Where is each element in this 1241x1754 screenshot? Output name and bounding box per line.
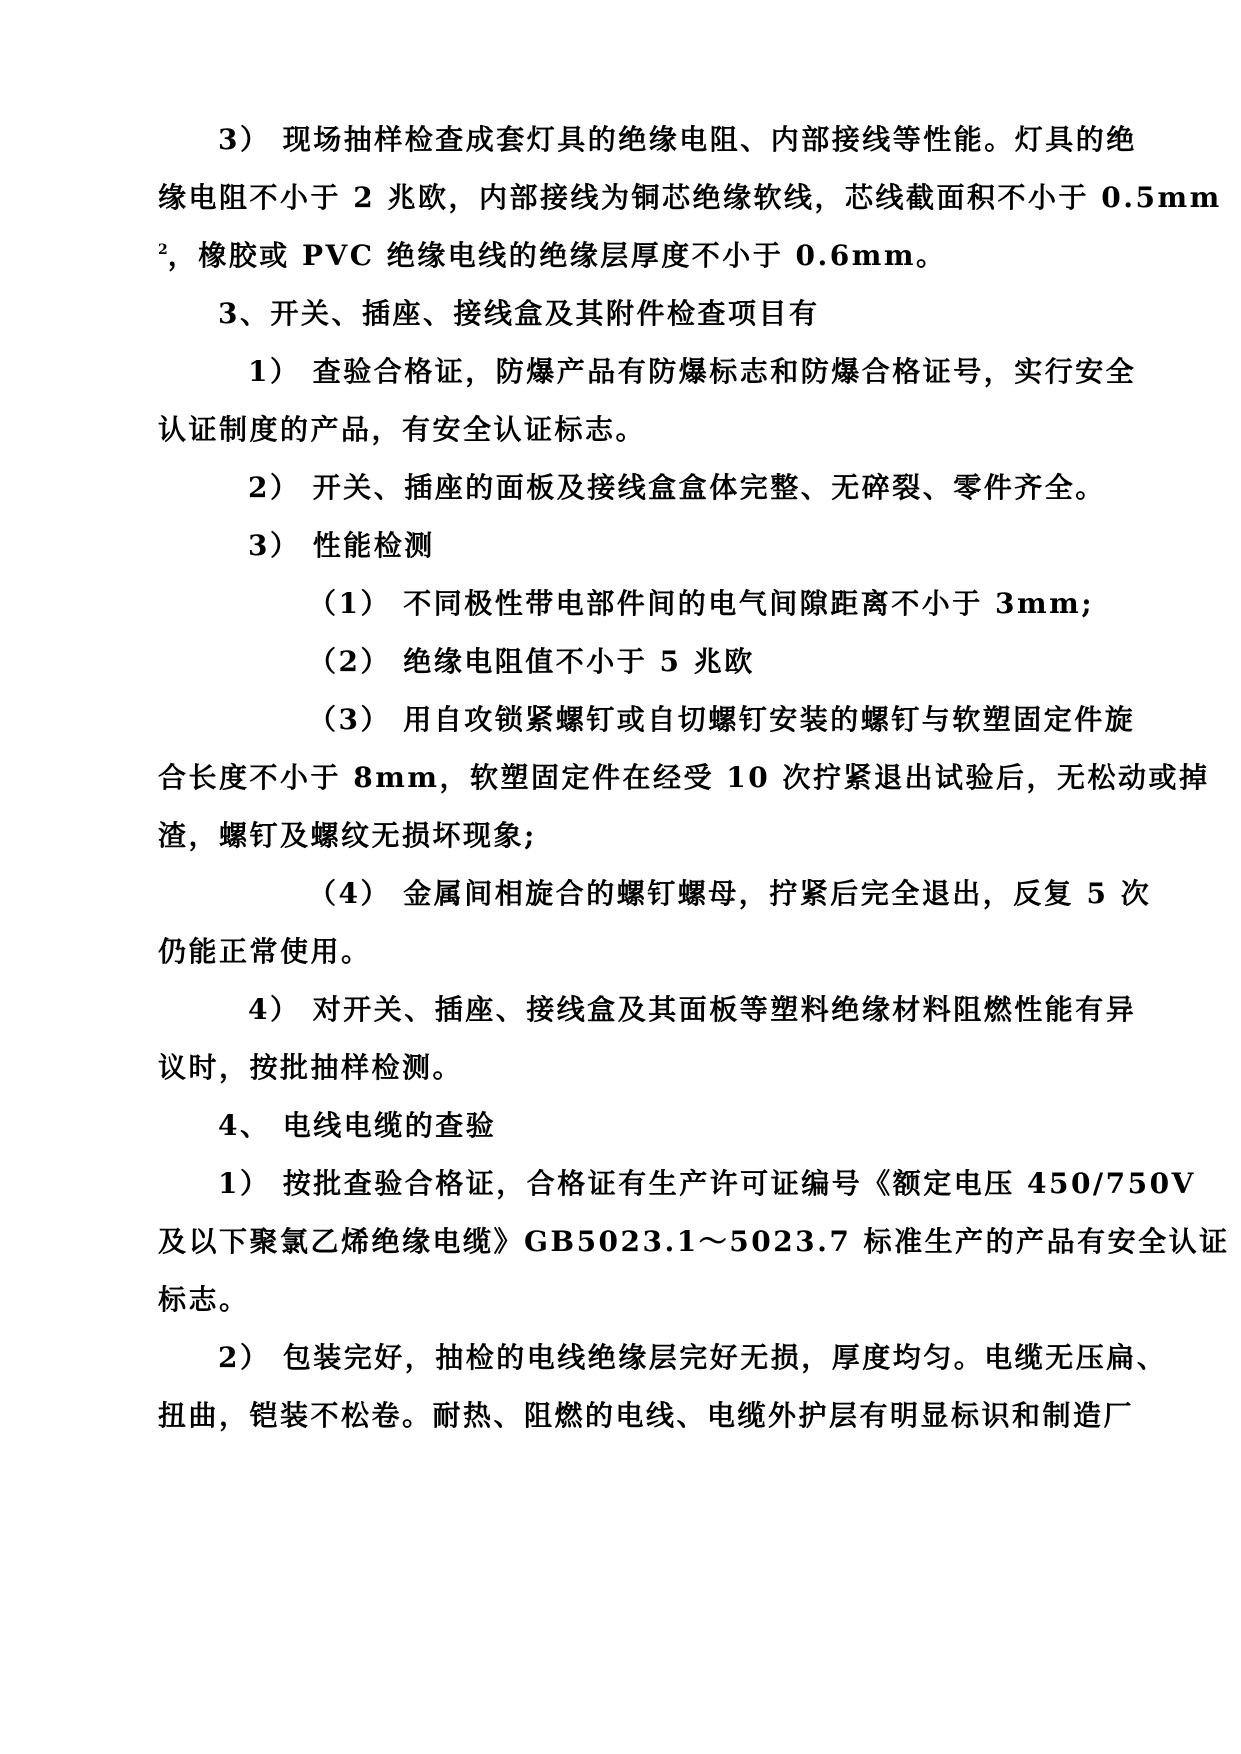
text-line: 仍能正常使用。	[158, 935, 372, 968]
text-line: 扭曲，铠装不松卷。耐热、阻燃的电线、电缆外护层有明显标识和制造厂	[158, 1399, 1135, 1432]
text-line: 2） 开关、插座的面板及接线盒盒体完整、无碎裂、零件齐全。	[248, 471, 1106, 504]
text-line-content: ，橡胶或 PVC 绝缘电线的绝缘层厚度不小于 0.6mm。	[167, 239, 947, 272]
text-line	[158, 238, 947, 274]
text-line: （3） 用自攻锁紧螺钉或自切螺钉安装的螺钉与软塑固定件旋	[308, 703, 1136, 736]
section-heading: 4、 电线电缆的查验	[218, 1109, 497, 1142]
text-line: 议时，按批抽样检测。	[158, 1051, 464, 1084]
text-line: 合长度不小于 8mm，软塑固定件在经受 10 次拧紧退出试验后，无松动或掉	[158, 761, 1210, 794]
superscript: 2	[158, 242, 168, 258]
section-heading: 3、开关、插座、接线盒及其附件检查项目有	[218, 297, 820, 330]
text-line: 认证制度的产品，有安全认证标志。	[158, 413, 647, 446]
text-line: （2） 绝缘电阻值不小于 5 兆欧	[308, 645, 755, 678]
text-line: 2） 包装完好，抽检的电线绝缘层完好无损，厚度均匀。电缆无压扁、	[218, 1341, 1168, 1374]
text-line: 1） 按批查验合格证，合格证有生产许可证编号《额定电压 450/750V	[218, 1167, 1196, 1200]
text-line: 4） 对开关、插座、接线盒及其面板等塑料绝缘材料阻燃性能有异	[248, 993, 1137, 1026]
text-line: 3） 性能检测	[248, 529, 435, 562]
text-line: 渣，螺钉及螺纹无损坏现象;	[158, 819, 537, 852]
text-line: 缘电阻不小于 2 兆欧，内部接线为铜芯绝缘软线，芯线截面积不小于 0.5mm	[158, 181, 1222, 214]
text-line: 及以下聚氯乙烯绝缘电缆》GB5023.1～5023.7 标准生产的产品有安全认证	[158, 1225, 1230, 1258]
text-line: 1） 查验合格证，防爆产品有防爆标志和防爆合格证号，实行安全	[248, 355, 1137, 388]
text-line: （4） 金属间相旋合的螺钉螺母，拧紧后完全退出，反复 5 次	[308, 877, 1152, 910]
text-line: 3） 现场抽样检查成套灯具的绝缘电阻、内部接线等性能。灯具的绝	[218, 123, 1137, 156]
text-line: （1） 不同极性带电部件间的电气间隙距离不小于 3mm;	[308, 587, 1095, 620]
text-line: 标志。	[158, 1283, 250, 1316]
